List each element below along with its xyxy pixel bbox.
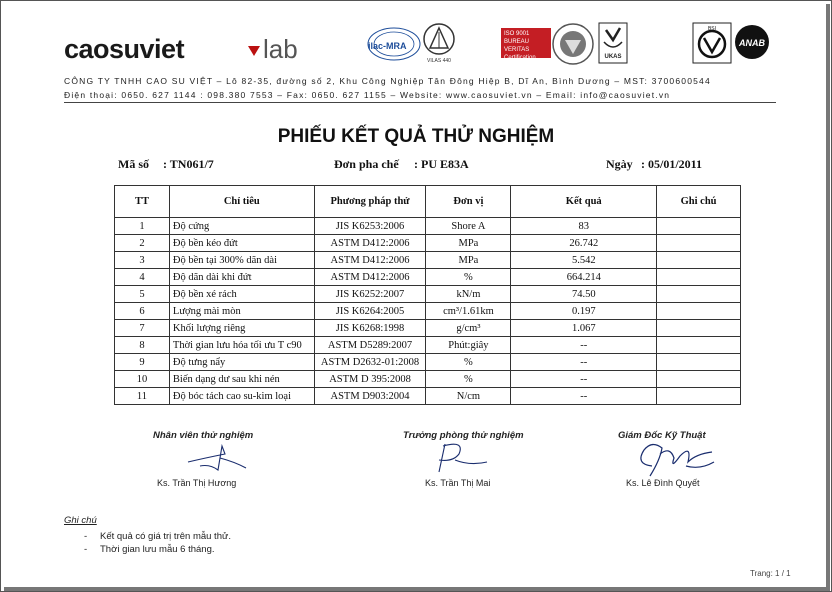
cell-method: ASTM D 395:2008: [314, 371, 426, 388]
signature-name-head: Ks. Trần Thị Mai: [425, 478, 491, 488]
cell-unit: %: [426, 269, 511, 286]
column-header: Phương pháp thử: [314, 186, 426, 218]
cell-method: ASTM D5289:2007: [314, 337, 426, 354]
cell-unit: Shore A: [426, 218, 511, 235]
cell-result: --: [511, 388, 657, 405]
cell-note: [657, 337, 741, 354]
cell-method: ASTM D412:2006: [314, 235, 426, 252]
cell-tt: 1: [115, 218, 170, 235]
cell-tt: 5: [115, 286, 170, 303]
column-header: Kết quả: [511, 186, 657, 218]
signature-head-icon: [425, 440, 495, 475]
signature-name-tester: Ks. Trần Thị Hương: [157, 478, 237, 488]
cell-chi-tieu: Độ bóc tách cao su-kim loại: [169, 388, 314, 405]
page-shadow: [4, 587, 830, 591]
cell-result: 74.50: [511, 286, 657, 303]
cell-method: JIS K6252:2007: [314, 286, 426, 303]
cell-unit: N/cm: [426, 388, 511, 405]
don-pha-che-value: : PU E83A: [414, 157, 469, 171]
cell-chi-tieu: Độ dãn dài khi đứt: [169, 269, 314, 286]
anab-logo: [732, 22, 772, 64]
cell-tt: 10: [115, 371, 170, 388]
note-text: Thời gian lưu mẫu 6 tháng.: [100, 544, 215, 555]
column-header: Chỉ tiêu: [169, 186, 314, 218]
cell-tt: 6: [115, 303, 170, 320]
cell-tt: 11: [115, 388, 170, 405]
cell-note: [657, 371, 741, 388]
table-row: [115, 286, 741, 303]
cell-method: ASTM D903:2004: [314, 388, 426, 405]
table-row: [115, 303, 741, 320]
cell-tt: 7: [115, 320, 170, 337]
cell-chi-tieu: Lượng mài mòn: [169, 303, 314, 320]
cell-note: [657, 286, 741, 303]
cell-tt: 2: [115, 235, 170, 252]
column-header: TT: [115, 186, 170, 218]
ma-so-value: : TN061/7: [163, 157, 214, 171]
header-divider: [64, 102, 776, 103]
cell-tt: 8: [115, 337, 170, 354]
lab-logo-text: lab: [263, 34, 298, 64]
ngay-label: Ngày: [606, 157, 633, 171]
ngay-value: : 05/01/2011: [641, 157, 703, 171]
cell-unit: %: [426, 354, 511, 371]
table-row: [115, 320, 741, 337]
company-contact-line: Điện thoại: 0650. 627 1144 : 098.380 7553 – Fax: 0650. 627 1155 – Website: www.caosuviet.vn – Email: info@caosuviet.vn: [64, 90, 671, 100]
cell-result: 664.214: [511, 269, 657, 286]
cell-chi-tieu: Độ bền tại 300% dãn dài: [169, 252, 314, 269]
signature-name-director: Ks. Lê Đình Quyết: [626, 478, 700, 488]
note-bullet: -: [84, 544, 88, 555]
ukas-label: UKAS: [604, 54, 622, 60]
cell-note: [657, 303, 741, 320]
cell-chi-tieu: Độ bền xé rách: [169, 286, 314, 303]
note-item: [84, 544, 215, 555]
ukas-logo: [598, 22, 628, 64]
cell-result: --: [511, 371, 657, 388]
cell-unit: g/cm³: [426, 320, 511, 337]
table-header-row: [115, 186, 741, 218]
cell-note: [657, 320, 741, 337]
cell-method: JIS K6268:1998: [314, 320, 426, 337]
cell-method: JIS K6264:2005: [314, 303, 426, 320]
ma-so-label: Mã số: [118, 157, 149, 171]
ilac-mra-label: ilac-MRA: [368, 41, 407, 51]
cell-tt: 3: [115, 252, 170, 269]
lab-logo: [248, 34, 298, 65]
signature-director-icon: [630, 436, 720, 481]
table-row: [115, 371, 741, 388]
table-row: [115, 388, 741, 405]
cell-unit: MPa: [426, 252, 511, 269]
signature-title-tester: Nhân viên thử nghiệm: [153, 430, 254, 441]
cell-result: 0.197: [511, 303, 657, 320]
cell-method: ASTM D412:2006: [314, 252, 426, 269]
cell-chi-tieu: Độ bền kéo đứt: [169, 235, 314, 252]
cell-unit: cm³/1.61km: [426, 303, 511, 320]
document-title: PHIẾU KẾT QUẢ THỬ NGHIỆM: [277, 126, 555, 147]
cell-method: ASTM D412:2006: [314, 269, 426, 286]
bureau-veritas-seal-icon: [551, 22, 595, 66]
caosuviet-logo: caosuviet: [64, 34, 185, 64]
notes-title: Ghi chú: [64, 515, 97, 526]
lab-triangle-icon: [248, 46, 260, 56]
cell-chi-tieu: Độ cứng: [169, 218, 314, 235]
bureau-veritas-logo: ISO 9001 BUREAU VERITAS Certification: [501, 28, 551, 58]
signature-title-head: Trưởng phòng thử nghiệm: [403, 430, 524, 441]
cell-note: [657, 388, 741, 405]
bsi-logo: [692, 22, 732, 64]
cell-result: --: [511, 337, 657, 354]
vilas-logo: [420, 22, 458, 64]
cell-note: [657, 235, 741, 252]
cell-chi-tieu: Biến dạng dư sau khi nén: [169, 371, 314, 388]
vilas-label: VILAS 440: [427, 58, 451, 64]
cell-result: 26.742: [511, 235, 657, 252]
company-address-line: CÔNG TY TNHH CAO SU VIỆT – Lô 82-35, đường số 2, Khu Công Nghiệp Tân Đông Hiệp B, Dĩ An, Bình Dương – MST: 3700600544: [64, 76, 711, 86]
cell-unit: kN/m: [426, 286, 511, 303]
cell-result: 83: [511, 218, 657, 235]
table-row: [115, 269, 741, 286]
column-header: Đơn vị: [426, 186, 511, 218]
cell-unit: %: [426, 371, 511, 388]
page-shadow: [826, 4, 830, 590]
table-row: [115, 337, 741, 354]
cell-result: 1.067: [511, 320, 657, 337]
table-row: [115, 354, 741, 371]
cell-note: [657, 354, 741, 371]
signature-title-director: Giám Đốc Kỹ Thuật: [618, 430, 706, 441]
note-bullet: -: [84, 531, 88, 542]
table-row: [115, 235, 741, 252]
cell-tt: 9: [115, 354, 170, 371]
cell-note: [657, 218, 741, 235]
cell-chi-tieu: Độ tưng nẩy: [169, 354, 314, 371]
column-header: Ghi chú: [657, 186, 741, 218]
results-table: [114, 185, 741, 405]
cell-method: ASTM D2632-01:2008: [314, 354, 426, 371]
cell-note: [657, 269, 741, 286]
table-row: [115, 218, 741, 235]
page-number: Trang: 1 / 1: [750, 569, 791, 578]
signature-tester-icon: [180, 444, 250, 474]
cell-result: --: [511, 354, 657, 371]
cell-chi-tieu: Thời gian lưu hóa tối ưu T c90: [169, 337, 314, 354]
note-item: [84, 531, 231, 542]
table-row: [115, 252, 741, 269]
cell-unit: MPa: [426, 235, 511, 252]
anab-label: ANAB: [739, 38, 765, 48]
cell-note: [657, 252, 741, 269]
cell-chi-tieu: Khối lượng riêng: [169, 320, 314, 337]
cell-method: JIS K6253:2006: [314, 218, 426, 235]
note-text: Kết quả có giá trị trên mẫu thử.: [100, 531, 231, 542]
don-pha-che-label: Đơn pha chế: [334, 157, 399, 171]
cell-result: 5.542: [511, 252, 657, 269]
cell-unit: Phút:giây: [426, 337, 511, 354]
cell-tt: 4: [115, 269, 170, 286]
bsi-label: BSI: [707, 26, 717, 32]
